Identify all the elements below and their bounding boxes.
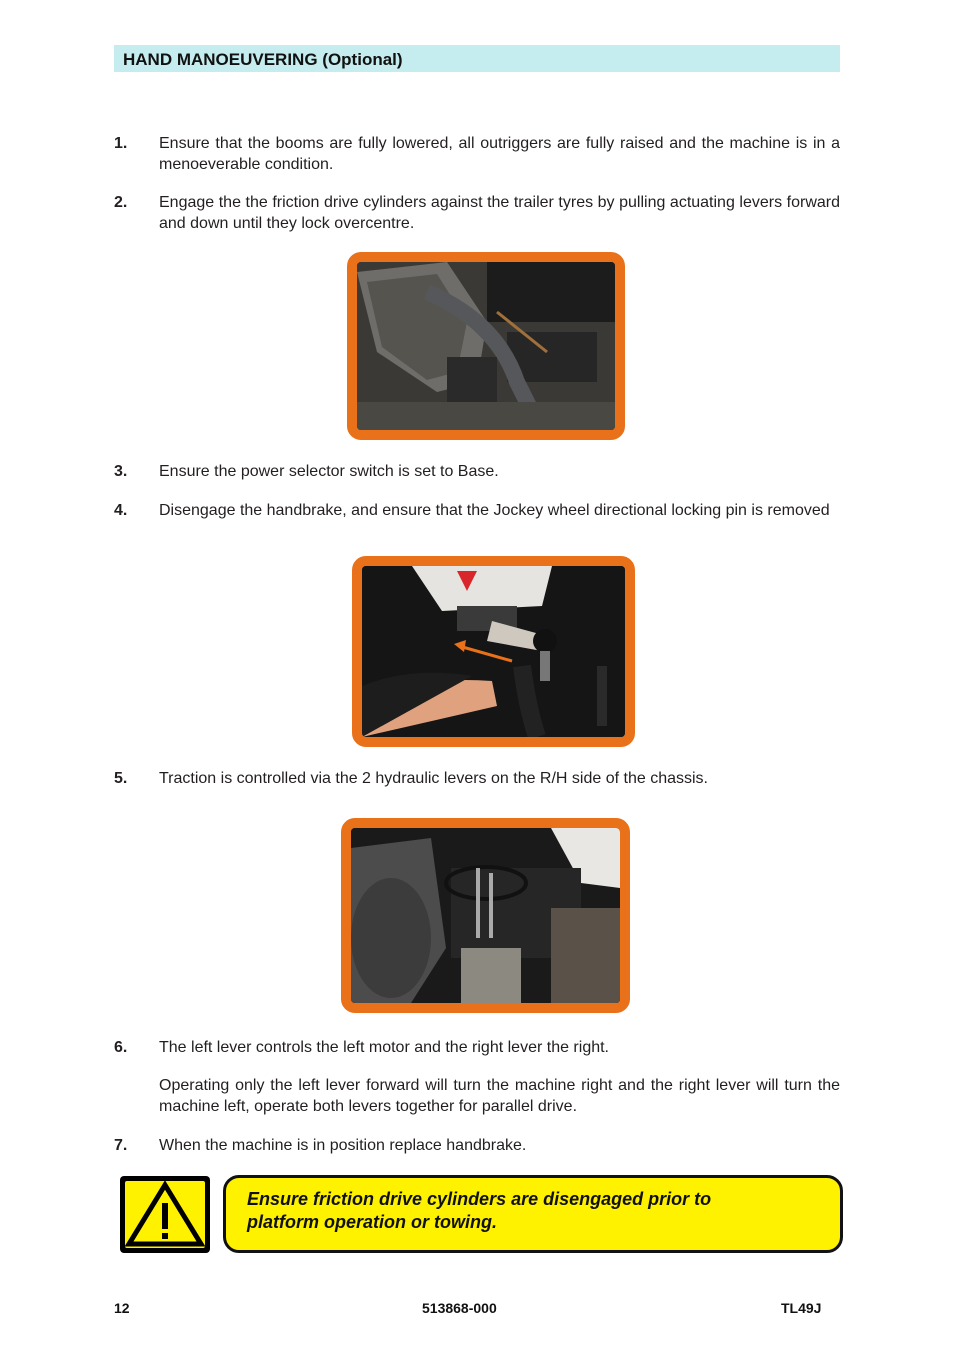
jockey-wheel-image [362, 566, 625, 737]
step-text: Traction is controlled via the 2 hydraulic levers on the R/H side of the chassis. [159, 770, 708, 787]
step-number: 1. [114, 135, 128, 152]
warning-box [223, 1175, 843, 1253]
footer-page-number: 12 [114, 1300, 130, 1316]
warning-line-2: platform operation or towing. [247, 1212, 497, 1232]
warning-line-1: Ensure friction drive cylinders are disengaged prior to [247, 1189, 712, 1209]
friction-drive-image [357, 262, 615, 430]
step-text: Ensure that the booms are fully lowered, all outriggers are fully raised and the machine is in a menoeverable condition. [159, 135, 840, 173]
step-number: 3. [114, 463, 128, 480]
photo-jockey-wheel-pin [352, 556, 635, 747]
section-title: HAND MANOEUVERING (Optional) [123, 50, 403, 69]
step-text: Disengage the handbrake, and ensure that the Jockey wheel directional locking pin is removed [159, 502, 830, 519]
step-number: 6. [114, 1039, 128, 1056]
warning-text [247, 1188, 711, 1234]
hydraulic-levers-image [351, 828, 620, 1003]
section-header [114, 45, 840, 72]
warning-triangle-graphic [125, 1181, 205, 1248]
photo-hydraulic-levers [341, 818, 630, 1013]
step-number: 5. [114, 770, 128, 787]
footer-model: TL49J [781, 1300, 822, 1316]
step-number: 4. [114, 502, 128, 519]
footer-doc-number: 513868-000 [422, 1300, 497, 1316]
step-text: Engage the the friction drive cylinders against the trailer tyres by pulling actuating levers forward and down until they lock overcentre. [159, 194, 840, 232]
step-text: Ensure the power selector switch is set to Base. [159, 463, 499, 480]
step-text: The left lever controls the left motor and the right lever the right. [159, 1039, 609, 1056]
step-number: 7. [114, 1137, 128, 1154]
photo-friction-drive-levers [347, 252, 625, 440]
step-number: 2. [114, 194, 128, 211]
step-text: Operating only the left lever forward will turn the machine right and the right lever will turn the machine left, operate both levers together for parallel drive. [159, 1077, 840, 1115]
step-text: When the machine is in position replace handbrake. [159, 1137, 527, 1154]
warning-triangle-icon [120, 1176, 210, 1253]
